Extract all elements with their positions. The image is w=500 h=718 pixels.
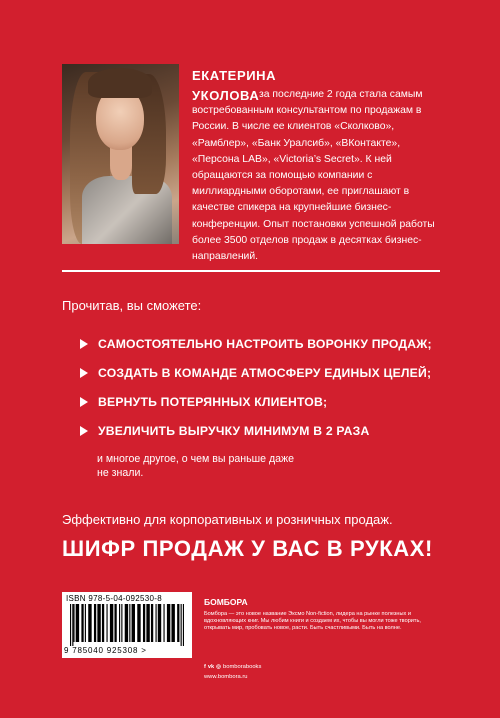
barcode-bar xyxy=(119,604,120,642)
benefit-item xyxy=(80,394,432,423)
barcode-bar xyxy=(129,604,130,642)
barcode-bar xyxy=(106,604,107,642)
barcode-bar xyxy=(70,604,71,646)
barcode-bar xyxy=(158,604,161,642)
barcode-bar xyxy=(114,604,116,642)
social-handle: bomborabooks xyxy=(223,664,262,670)
benefit-text: ВЕРНУТЬ ПОТЕРЯННЫХ КЛИЕНТОВ; xyxy=(98,395,328,409)
benefit-item xyxy=(80,365,432,394)
barcode-bar xyxy=(151,604,153,642)
barcode-bar xyxy=(121,604,122,642)
vk-icon: vk xyxy=(207,664,215,670)
barcode-digits: 9 785040 925308 > xyxy=(64,646,147,655)
barcode-bar xyxy=(183,604,184,646)
barcode-bar xyxy=(177,604,179,642)
author-photo xyxy=(62,64,179,244)
tagline: Эффективно для корпоративных и розничных продаж. xyxy=(62,512,393,527)
barcode-bar xyxy=(110,604,113,642)
publisher-website: www.bombora.ru xyxy=(204,674,248,680)
photo-top-hair xyxy=(88,68,152,98)
barcode-bar xyxy=(102,604,104,642)
publisher-description: Бомбора — это новое название Эксмо Non-fiction, лидера на рынке полезных и вдохновляющих книг. Мы любим книги и создаем их, чтобы вы могли тоже творить, открывать мир, пробовать новое, расти. Быть счастливыми. Быть на волне. xyxy=(204,611,421,632)
triangle-bullet-icon xyxy=(80,397,88,407)
author-bio: за последние 2 года стала самым востребованным консультантом по продажам в России. В числе ее клиентов «Сколково», «Рамблер», «Банк Уралсиб», «ВКонтакте», «Персона LAB», «Victoria’s Secret». К ней обращаются за помощью компании с миллиардными оборотами, ее приглашают в качестве спикера на крупнейшие бизнес-конференции. Опыт постановки успешной работы более 3500 отделов продаж в десятках бизнес-направлений. xyxy=(192,89,435,263)
barcode-bar xyxy=(132,604,135,642)
barcode-bar xyxy=(167,604,170,642)
divider xyxy=(62,270,440,272)
barcode-bar xyxy=(85,604,86,642)
barcode-bar xyxy=(97,604,100,642)
benefit-text: СОЗДАТЬ В КОМАНДЕ АТМОСФЕРУ ЕДИНЫХ ЦЕЛЕЙ; xyxy=(98,366,432,380)
barcode-bar xyxy=(73,604,74,642)
barcode-bar xyxy=(163,604,164,642)
barcode-bar xyxy=(125,604,128,642)
triangle-bullet-icon xyxy=(80,339,88,349)
barcode-bars xyxy=(70,604,184,646)
benefit-text: УВЕЛИЧИТЬ ВЫРУЧКУ МИНИМУМ В 2 РАЗА xyxy=(98,424,370,438)
benefit-item xyxy=(80,423,432,452)
triangle-bullet-icon xyxy=(80,368,88,378)
slogan: ШИФР ПРОДАЖ У ВАС В РУКАХ! xyxy=(62,536,433,561)
barcode-bar xyxy=(88,604,91,642)
barcode-bar xyxy=(137,604,140,642)
barcode-bar xyxy=(171,604,174,642)
barcode-bar xyxy=(146,604,149,642)
barcode-bar xyxy=(72,604,73,646)
barcode-bar xyxy=(181,604,182,646)
barcode-bar xyxy=(81,604,83,642)
publisher-social xyxy=(204,664,261,670)
publisher-name: БОМБОРА xyxy=(204,597,248,607)
barcode-bar xyxy=(156,604,157,642)
benefit-item xyxy=(80,336,432,365)
benefits-list xyxy=(80,336,432,452)
author-name-last: УКОЛОВА xyxy=(192,88,260,103)
isbn-number: ISBN 978-5-04-092530-8 xyxy=(66,594,162,603)
benefits-intro: Прочитав, вы сможете: xyxy=(62,298,202,313)
barcode-bar xyxy=(76,604,79,642)
benefit-text: САМОСТОЯТЕЛЬНО НАСТРОИТЬ ВОРОНКУ ПРОДАЖ; xyxy=(98,337,432,351)
barcode-bar xyxy=(143,604,145,642)
facebook-icon: f xyxy=(204,664,206,670)
barcode xyxy=(62,592,192,658)
benefits-extra: и многое другое, о чем вы раньше даже не знали. xyxy=(97,453,294,479)
triangle-bullet-icon xyxy=(80,426,88,436)
instagram-icon: ◎ xyxy=(216,664,221,670)
author-name-first: ЕКАТЕРИНА xyxy=(192,68,277,83)
barcode-bar xyxy=(94,604,96,642)
